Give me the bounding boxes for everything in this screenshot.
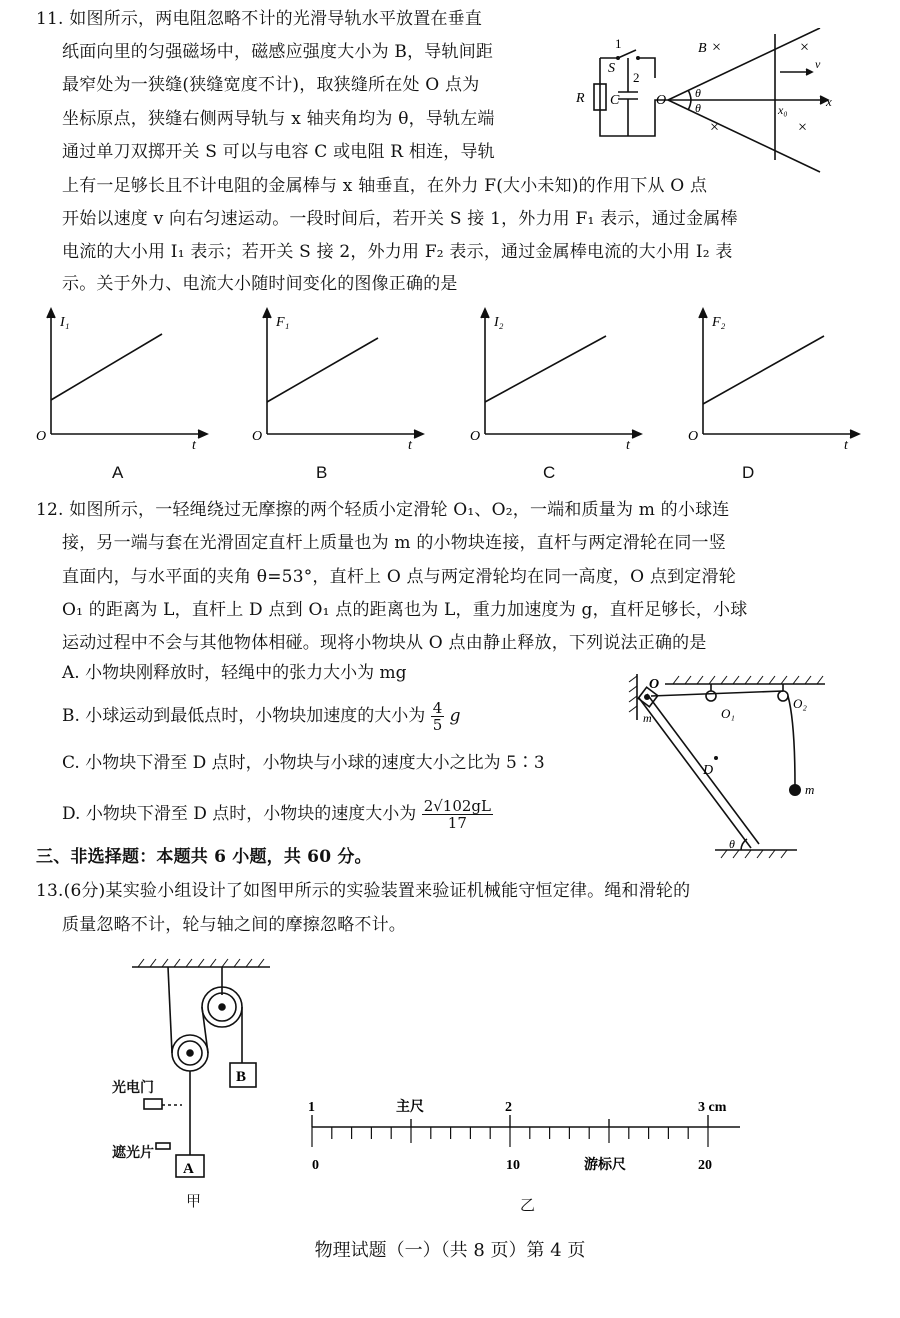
vernier-tick-0: 0: [312, 1158, 319, 1173]
graph-D-xlabel: t: [844, 438, 848, 451]
q11-line-8: 电流的大小用 I₁ 表示；若开关 S 接 2，外力用 F₂ 表示，通过金属棒电流的大小用 I₂ 表: [62, 242, 733, 262]
field-mark-2: ×: [800, 39, 810, 56]
main-tick-1: 1: [308, 1100, 315, 1115]
q11-line-4: 坐标原点，狭缝右侧两导轨与 x 轴夹角均为 θ，导轨左端: [62, 109, 495, 129]
graph-C-xlabel: t: [626, 438, 630, 451]
q12-line-2: 接，另一端与套在光滑固定直杆上质量也为 m 的小物块连接，直杆与两定滑轮在同一竖: [62, 533, 726, 553]
q12-line-1: 12. 如图所示，一轻绳绕过无摩擦的两个轻质小定滑轮 O₁、O₂，一端和质量为 m 的小球连: [36, 500, 730, 520]
graph-C-ylabel: I₂: [494, 315, 504, 330]
graph-A-caption: A: [112, 463, 124, 482]
vernier-ticks: [312, 1127, 708, 1147]
graph-D: [684, 306, 864, 451]
q11-circuit-figure: [570, 28, 880, 173]
circuit-label-2: 2: [633, 70, 640, 85]
graph-B-ylabel: F₁: [276, 315, 290, 330]
q12-option-B-unit: g: [449, 706, 461, 726]
vernier-scale-label: 游标尺: [584, 1158, 626, 1173]
main-tick-2: 2: [505, 1100, 512, 1115]
graph-D-caption: D: [742, 463, 755, 482]
graph-B-origin: O: [252, 429, 263, 444]
graph-A: [32, 306, 212, 451]
q11-line-1: 11. 如图所示，两电阻忽略不计的光滑导轨水平放置在垂直: [36, 9, 483, 29]
q13-block-A-label: A: [183, 1161, 194, 1177]
q12-option-C: C. 小物块下滑至 D 点时，小物块与小球的速度大小之比为 5∶3: [62, 753, 545, 773]
q11-line-7: 开始以速度 v 向右匀速运动。一段时间后，若开关 S 接 1，外力用 F₁ 表示，通过金属棒: [62, 209, 738, 229]
vernier-tick-10: 10: [506, 1158, 520, 1173]
q13-line-2: 质量忽略不计，轮与轴之间的摩擦忽略不计。: [62, 915, 406, 935]
q12-fig-label-O: O: [649, 677, 660, 692]
q12-option-B: [62, 700, 461, 733]
q12-line-5: 运动过程中不会与其他物体相碰。现将小物块从 O 点由静止释放，下列说法正确的是: [62, 633, 707, 653]
section-3-heading: 三、非选择题：本题共 6 小题，共 60 分。: [36, 847, 372, 867]
vernier-tick-20: 20: [698, 1158, 712, 1173]
graph-A-ylabel: I₁: [60, 315, 70, 330]
graph-B-caption: B: [316, 463, 328, 482]
q12-option-B-fraction: [431, 700, 445, 733]
q13-caption-yi: 乙: [520, 1196, 536, 1214]
graph-B: [248, 306, 428, 451]
q12-option-D-fraction: [422, 798, 493, 831]
q12-option-D: [62, 798, 493, 831]
q12-fig-label-O2: O₂: [793, 696, 807, 711]
q12-fig-label-D: D: [703, 763, 714, 778]
circuit-label-C: C: [610, 93, 620, 108]
page-footer: 物理试题（一）（共 8 页）第 4 页: [314, 1240, 586, 1261]
circuit-label-S: S: [608, 61, 615, 76]
q12-option-D-text: D. 小物块下滑至 D 点时，小物块的速度大小为: [62, 804, 417, 824]
q11-line-2: 纸面向里的匀强磁场中，磁感应强度大小为 B，导轨间距: [62, 42, 494, 62]
graph-B-xlabel: t: [408, 438, 412, 451]
circuit-label-x: x: [826, 94, 832, 109]
graph-C-caption: C: [543, 463, 556, 482]
q13-caption-jia: 甲: [186, 1192, 202, 1210]
circuit-label-1: 1: [615, 36, 622, 51]
circuit-label-O: O: [656, 93, 667, 108]
q11-line-6: 上有一足够长且不计电阻的金属棒与 x 轴垂直，在外力 F(大小未知)的作用下从 O 点: [62, 176, 708, 196]
q12-fig-label-m-block: m: [643, 711, 652, 725]
main-scale-label: 主尺: [396, 1100, 424, 1115]
q12-option-D-den: 17: [447, 814, 467, 832]
graph-C: [466, 306, 646, 451]
q11-line-5: 通过单刀双掷开关 S 可以与电容 C 或电阻 R 相连，导轨: [62, 142, 495, 162]
q11-line-9: 示。关于外力、电流大小随时间变化的图像正确的是: [62, 274, 458, 294]
field-mark-4: ×: [798, 119, 808, 136]
q12-fig-label-m-ball: m: [805, 782, 815, 797]
q13-label-photogate: 光电门: [112, 1079, 154, 1095]
circuit-label-theta-top: θ: [695, 86, 701, 100]
q12-option-B-den: 5: [432, 716, 443, 734]
graph-C-origin: O: [470, 429, 481, 444]
graph-A-xlabel: t: [192, 438, 196, 451]
circuit-label-x0: x₀: [778, 103, 788, 117]
field-mark-1: ×: [712, 39, 722, 56]
q13-line-1: 13.(6分)某实验小组设计了如图甲所示的实验装置来验证机械能守恒定律。绳和滑轮的: [36, 881, 691, 901]
circuit-label-theta-bottom: θ: [695, 101, 701, 115]
q13-fig-yi: [300, 1085, 750, 1175]
main-tick-3: 3 cm: [698, 1100, 727, 1115]
graph-A-origin: O: [36, 429, 47, 444]
q12-fig-label-theta: θ: [729, 837, 735, 851]
q11-line-3: 最窄处为一狭缝(狭缝宽度不计)，取狭缝所在处 O 点为: [62, 75, 480, 95]
circuit-label-B: B: [698, 41, 707, 56]
q13-label-shade: 遮光片: [112, 1144, 154, 1160]
q12-option-B-num: 4: [432, 699, 443, 717]
circuit-label-v: v: [815, 57, 821, 71]
q12-fig-label-O1: O₁: [721, 706, 735, 721]
q12-line-3: 直面内，与水平面的夹角 θ=53°，直杆上 O 点与两定滑轮均在同一高度，O 点到定滑轮: [62, 567, 736, 587]
q12-option-D-num: 2√102gL: [423, 797, 491, 815]
q12-line-4: O₁ 的距离为 L，直杆上 D 点到 O₁ 点的距离也为 L，重力加速度为 g，直杆足够长，小球: [62, 600, 748, 620]
q12-option-B-text: B. 小球运动到最低点时，小物块加速度的大小为: [62, 706, 426, 726]
q13-block-B-label: B: [236, 1069, 247, 1085]
q12-option-A: A. 小物块刚释放时，轻绳中的张力大小为 mg: [62, 663, 407, 683]
field-mark-3: ×: [710, 119, 720, 136]
graph-D-ylabel: F₂: [712, 315, 726, 330]
circuit-label-R: R: [576, 91, 585, 106]
graph-D-origin: O: [688, 429, 699, 444]
q12-pulley-figure: [625, 662, 835, 867]
